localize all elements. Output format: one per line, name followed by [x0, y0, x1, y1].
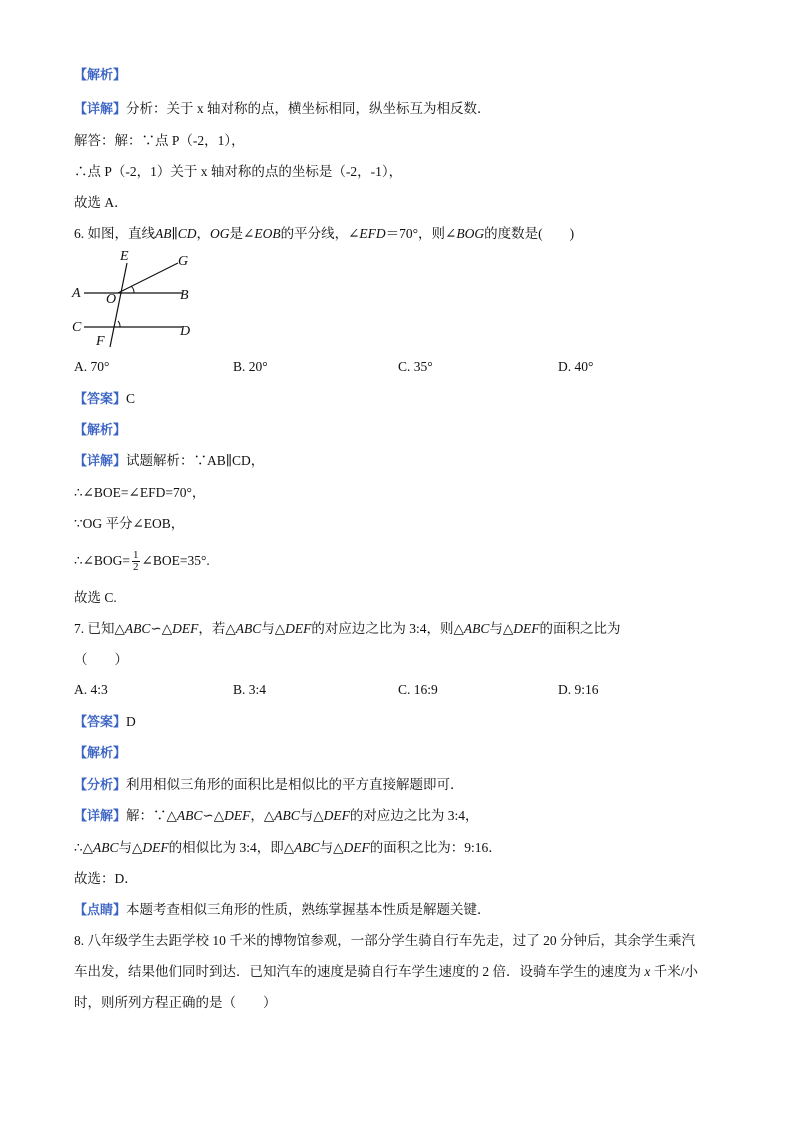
q6-jiexi-heading: 【解析】	[74, 423, 127, 438]
fraction-one-half: $\frac{1}{2}$	[133, 549, 139, 574]
ray-og	[118, 263, 178, 293]
q6-option-a: A. 70°	[74, 359, 110, 374]
q7-option-b: B. 3:4	[233, 682, 267, 697]
q6-step1: 【详解】试题解析：∵AB∥CD，	[74, 453, 265, 469]
jiexi-heading: 【解析】	[74, 68, 127, 83]
label-o: O	[106, 292, 117, 307]
q7-jiexi-heading: 【解析】	[74, 746, 127, 761]
q8-stem-line2: 车出发，结果他们同时到达．已知汽车的速度是骑自行车学生速度的 2 倍．设骑车学生的速度为 x 千米/小	[74, 964, 699, 979]
angle-mark-o	[131, 286, 134, 293]
q6-step4: ∴∠BOG= $\frac{1}{2}$ ∠BOE=35°.	[74, 549, 210, 574]
label-c: C	[72, 320, 82, 335]
label-g: G	[178, 254, 189, 269]
q6-stem: 6. 如图，直线AB∥CD，OG是∠EOB的平分线，∠EFD＝70°，则∠BOG的度数是( )	[74, 226, 575, 241]
q7-dianjing: 【点睛】本题考查相似三角形的性质，熟练掌握基本性质是解题关键．	[74, 902, 491, 918]
q5-choice: 故选 A．	[74, 195, 128, 210]
label-a: A	[72, 286, 81, 301]
q7-fenxi: 【分析】利用相似三角形的面积比是相似比的平方直接解题即可．	[74, 777, 464, 793]
angle-mark-f	[118, 321, 120, 327]
q5-xiangjie: 【详解】分析：关于 x 轴对称的点，横坐标相同，纵坐标互为相反数．	[74, 101, 491, 117]
q6-step3: ∵OG 平分∠EOB，	[74, 516, 185, 531]
q6-option-c: C. 35°	[398, 359, 433, 374]
label-f: F	[96, 334, 105, 349]
label-d: D	[180, 324, 191, 339]
q5-conclusion: ∴点 P（-2，1）关于 x 轴对称的点的坐标是（-2，-1），	[74, 164, 403, 179]
q6-step2: ∴∠BOE=∠EFD=70°，	[74, 485, 206, 500]
q6-answer: 【答案】C	[74, 391, 136, 407]
label-e: E	[120, 249, 129, 264]
q5-jieda: 解答：解：∵点 P（-2，1），	[74, 133, 245, 148]
q6-geometry-figure	[70, 245, 210, 350]
q7-option-d: D. 9:16	[558, 682, 599, 697]
label-b: B	[180, 288, 189, 303]
q7-choice: 故选：D．	[74, 871, 138, 886]
q7-paren: （ ）	[74, 652, 128, 667]
q7-xiangjie-2: ∴△ABC与△DEF的相似比为 3:4，即△ABC与△DEF的面积之比为：9:16．	[74, 840, 502, 855]
q6-option-b: B. 20°	[233, 359, 268, 374]
q8-stem-line3: 时，则所列方程正确的是（ ）	[74, 995, 277, 1010]
q7-option-a: A. 4:3	[74, 682, 108, 697]
q7-option-c: C. 16:9	[398, 682, 438, 697]
q7-stem: 7. 已知△ABC∽△DEF，若△ABC与△DEF的对应边之比为 3:4，则△ABC与△DEF的面积之比为	[74, 621, 621, 636]
q6-choice: 故选 C.	[74, 590, 117, 605]
q8-stem-line1: 8. 八年级学生去距学校 10 千米的博物馆参观，一部分学生骑自行车先走，过了 20 分钟后，其余学生乘汽	[74, 933, 695, 948]
q6-option-d: D. 40°	[558, 359, 594, 374]
q7-answer: 【答案】D	[74, 714, 136, 730]
q7-xiangjie: 【详解】解：∵△ABC∽△DEF，△ABC与△DEF的对应边之比为 3:4，	[74, 808, 479, 824]
